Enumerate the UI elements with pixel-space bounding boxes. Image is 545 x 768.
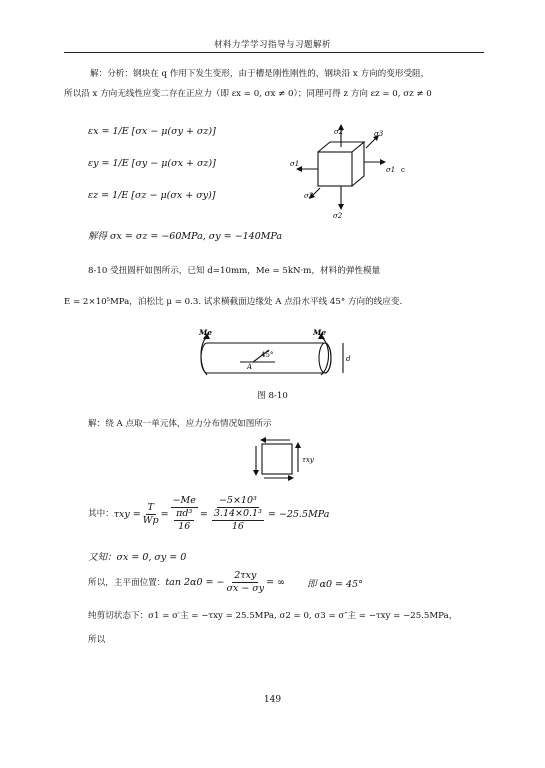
label-s2-top: σ2 — [334, 128, 344, 136]
figure-caption: 图 8-10 — [257, 391, 288, 401]
equation-epsilon-y: εy = 1/E [σy − μ(σx + σz)] — [88, 158, 216, 169]
label-angle: 45° — [261, 351, 274, 359]
problem-line2: E = 2×10⁵MPa，泊松比 μ = 0.3. 试求横截面边缘处 A 点沿水平线 45° 方向的线应变. — [64, 297, 403, 307]
label-tau: τxy — [302, 456, 314, 464]
bar-end-face — [319, 343, 331, 373]
label-me-left: Me — [199, 328, 213, 337]
equation-epsilon-z: εz = 1/E [σz − μ(σx + σy)] — [88, 190, 216, 201]
tau-lhs: τxy = — [113, 508, 141, 520]
cube-side-face — [352, 142, 364, 186]
solution-line1: 解：绕 A 点取一单元体，应力分布情况如图所示 — [88, 419, 272, 429]
cube-front-face — [318, 152, 352, 186]
known-stresses: 又知：σx = 0, σy = 0 — [88, 552, 187, 563]
label-point-a: A — [247, 363, 253, 371]
result-stresses: 解得 σx = σz = −60MPa, σy = −140MPa — [88, 231, 283, 242]
para1-line1: 解：分析：钢块在 q 作用下发生变形，由于槽是刚性刚性的，钢块沿 x 方向的变形受阻， — [90, 69, 430, 79]
equation-epsilon-x: εx = 1/E [σx − μ(σy + σz)] — [88, 126, 216, 137]
para1-line2: 所以沿 x 方向无线性应变二存在正应力（即 εx = 0, σx ≠ 0）；同理可得 z 方向 εz = 0, σz ≠ 0 — [64, 89, 432, 99]
header-rule — [64, 52, 484, 53]
label-c: c — [401, 166, 405, 174]
stress-cube-figure — [290, 122, 420, 222]
label-s1-left: σ1 — [290, 160, 300, 168]
element-square — [262, 444, 292, 474]
twisted-bar-figure — [195, 325, 365, 385]
tau-equation: 其中： τxy = $\frac{T}{Wp}$ = $\frac{-Me}{\frac{\text{πd³}}{16}}$ = $\frac{\text{−5×10³}}{\frac{\text{3.14×0.1³}}{16}}$ = −25.5MPa — [88, 495, 330, 532]
tau-result: = −25.5MPa — [267, 508, 330, 520]
label-s3-bottom: σ3 — [304, 192, 314, 200]
label-s3-top: σ3 — [374, 130, 384, 138]
running-header: 材料力学学习指导与习题解析 — [213, 40, 331, 50]
label-s2-bottom: σ2 — [333, 212, 343, 220]
where-label: 其中： — [88, 509, 114, 519]
label-s1-right: σ1 — [386, 166, 396, 174]
shear-element-figure — [250, 438, 320, 480]
principal-plane-equation: 所以，主平面位置： tan 2α0 = − $\frac{\text{2τxy}}{\sigma x - \sigma y}$ = ∞ 即 α0 = 45° — [88, 570, 363, 594]
label-diameter: d — [346, 355, 351, 363]
problem-line1: 8-10 受扭圆杆如图所示，已知 d=10mm，Me = 5kN·m，材料的弹性模量 — [88, 266, 381, 276]
page-number: 149 — [263, 695, 282, 705]
pure-shear-line: 纯剪切状态下：σ1 = σ′主 = −τxy = 25.5MPa, σ2 = 0, σ3 = σ″主 = −τxy = −25.5MPa， — [88, 611, 458, 621]
arrow-s3-top — [366, 138, 376, 148]
so-line: 所以 — [88, 635, 106, 645]
label-me-right: Me — [313, 328, 327, 337]
